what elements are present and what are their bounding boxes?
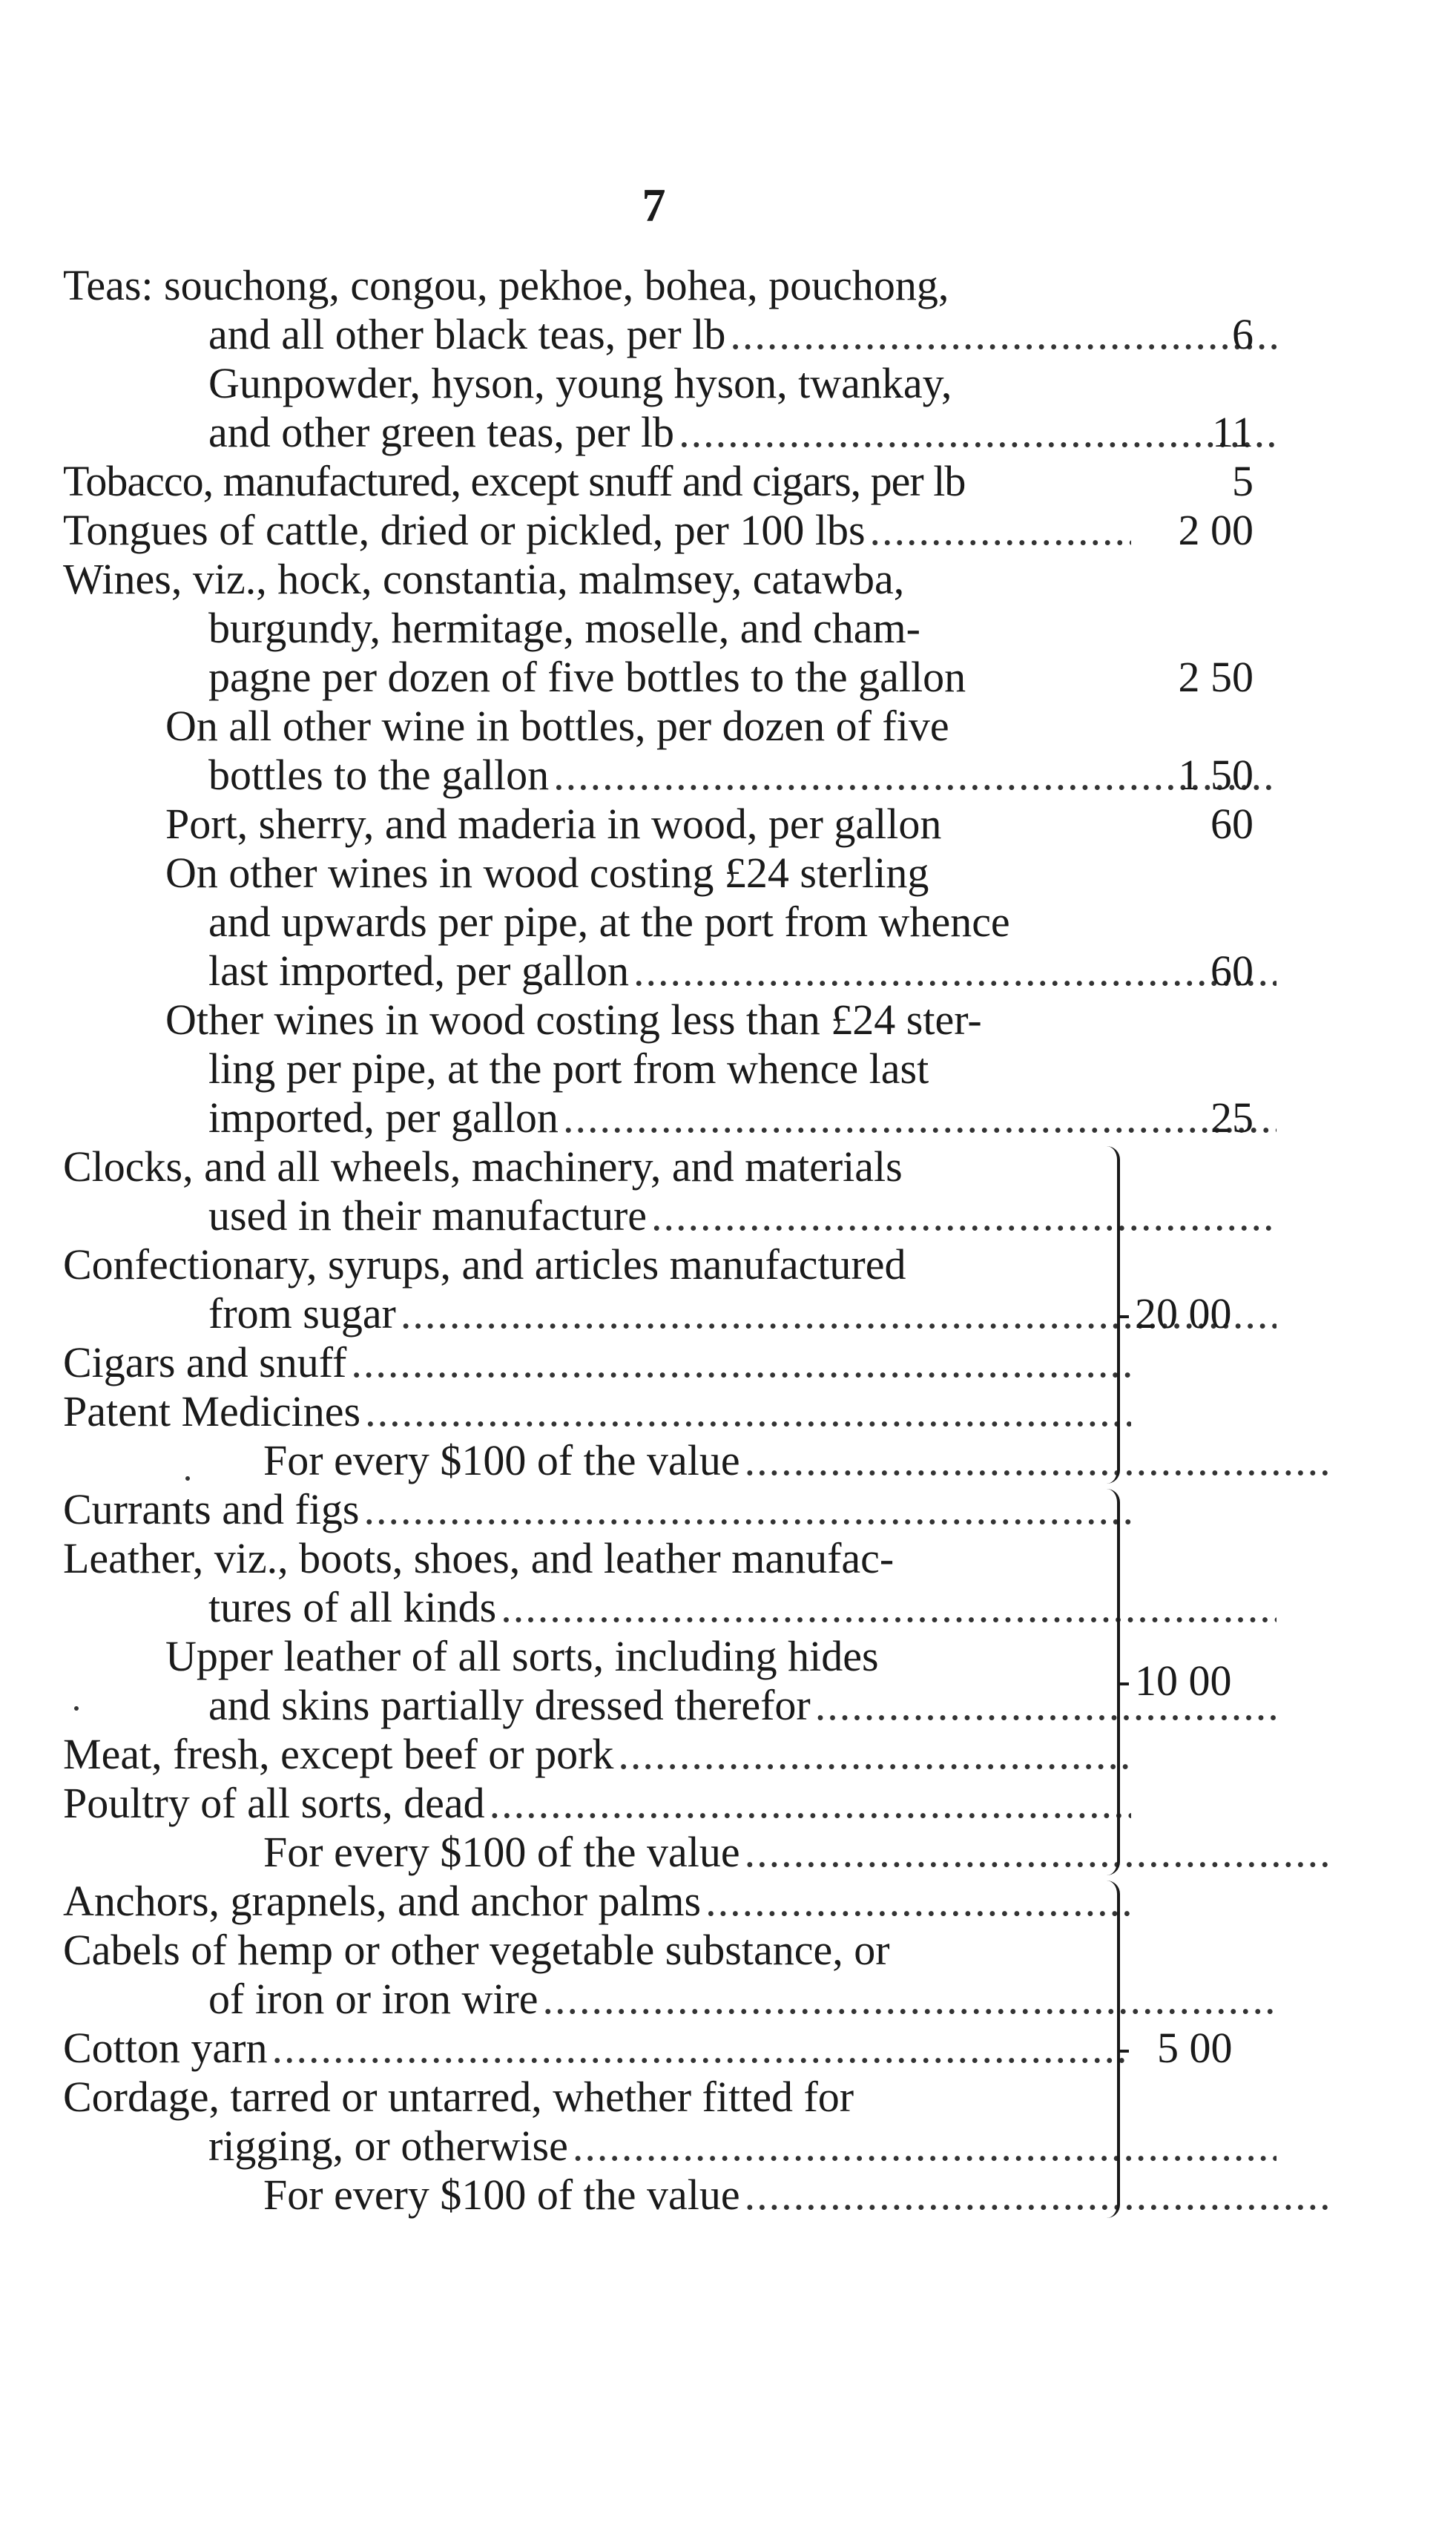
dot-leader <box>573 2122 1277 2171</box>
line-text: Cigars and snuff <box>63 1338 347 1386</box>
rate-amount: 1 50 <box>1178 751 1254 799</box>
schedule-line <box>63 457 1131 506</box>
schedule-line <box>63 1534 1131 1583</box>
rate-amount: 6 <box>1232 310 1254 358</box>
line-text: Confectionary, syrups, and articles manufactured <box>63 1240 906 1289</box>
schedule-line <box>63 898 1277 947</box>
schedule-line <box>63 1191 1277 1240</box>
dot-leader <box>543 1975 1277 2024</box>
schedule-line <box>63 702 1233 751</box>
line-text: For every $100 of the value <box>263 1436 740 1484</box>
line-text: Anchors, grapnels, and anchor palms <box>63 1877 702 1925</box>
line-text: tures of all kinds <box>208 1583 497 1631</box>
line-text: Wines, viz., hock, constantia, malmsey, catawba, <box>63 555 905 603</box>
line-text: Teas: souchong, congou, pekhoe, bohea, pouchong, <box>63 261 949 309</box>
line-text: imported, per gallon <box>208 1093 559 1142</box>
line-text: used in their manufacture <box>208 1191 648 1240</box>
dot-leader <box>351 1338 1131 1387</box>
schedule-line <box>63 555 1131 604</box>
dot-leader <box>745 1436 1331 1485</box>
rate-amount: 2 50 <box>1178 653 1254 701</box>
schedule-line <box>63 1485 1131 1534</box>
line-text: Cabels of hemp or other vegetable substance, or <box>63 1926 890 1974</box>
line-text: and skins partially dressed therefor <box>208 1681 811 1729</box>
line-text: pagne per dozen of five bottles to the gallon <box>208 653 966 701</box>
page-number: 7 <box>642 179 666 231</box>
line-text: Currants and figs <box>63 1485 360 1533</box>
schedule-line <box>63 1681 1277 1730</box>
schedule-line <box>63 1338 1131 1387</box>
dot-leader <box>651 1191 1277 1240</box>
dot-leader <box>490 1779 1131 1828</box>
schedule-line <box>63 1926 1131 1975</box>
line-text: Cotton yarn <box>63 2024 268 2072</box>
line-text: Tongues of cattle, dried or pickled, per 100 lbs <box>63 506 866 554</box>
line-text: Meat, fresh, except beef or pork <box>63 1730 614 1778</box>
rate-amount: 11 <box>1212 408 1254 456</box>
line-text: Clocks, and all wheels, machinery, and materials <box>63 1142 903 1191</box>
schedule-line <box>63 261 1131 310</box>
schedule-line <box>63 2122 1277 2171</box>
line-text: of iron or iron wire <box>208 1975 538 2023</box>
schedule-line <box>63 800 1233 849</box>
line-text: Patent Medicines <box>63 1387 361 1435</box>
line-text: ling per pipe, at the port from whence last <box>208 1044 929 1093</box>
line-text: Upper leather of all sorts, including hides <box>165 1632 879 1680</box>
schedule-line <box>63 2171 1331 2220</box>
schedule-line <box>63 1730 1131 1779</box>
line-text: bottles to the gallon <box>208 751 550 799</box>
group-brace <box>1098 1881 1120 2218</box>
ink-speck <box>185 1476 190 1481</box>
schedule-line <box>63 359 1277 408</box>
line-text: Poultry of all sorts, dead <box>63 1779 485 1827</box>
dot-leader <box>364 1485 1132 1534</box>
schedule-line <box>63 2024 1131 2073</box>
dot-leader <box>745 1828 1331 1877</box>
dot-leader <box>501 1583 1277 1632</box>
line-text: Cordage, tarred or untarred, whether fitted for <box>63 2073 854 2121</box>
schedule-line <box>63 1828 1331 1877</box>
rate-amount: 2 00 <box>1178 506 1254 554</box>
schedule-line <box>63 1583 1277 1632</box>
line-text: Other wines in wood costing less than £24 ster- <box>165 996 982 1044</box>
group-rate-amount: 20 00 <box>1135 1289 1232 1338</box>
schedule-line <box>63 1240 1131 1289</box>
rate-amount: 60 <box>1210 800 1254 848</box>
schedule-line <box>63 506 1131 555</box>
group-rate-amount: 10 00 <box>1135 1656 1232 1705</box>
dot-leader <box>365 1387 1131 1436</box>
dot-leader <box>271 2024 1131 2073</box>
schedule-line <box>63 1044 1277 1093</box>
dot-leader <box>745 2171 1331 2220</box>
schedule-line <box>63 1289 1277 1338</box>
group-rate-amount: 5 00 <box>1157 2024 1233 2072</box>
schedule-line <box>63 996 1233 1044</box>
line-text: On all other wine in bottles, per dozen of five <box>165 702 949 750</box>
dot-leader <box>618 1730 1131 1779</box>
line-text: For every $100 of the value <box>263 1828 740 1876</box>
line-text: On other wines in wood costing £24 sterling <box>165 849 929 897</box>
schedule-line <box>63 2073 1131 2122</box>
line-text: and all other black teas, per lb <box>208 310 726 358</box>
schedule-line <box>63 849 1233 898</box>
line-text: Tobacco, manufactured, except snuff and cigars, per lb <box>63 457 966 505</box>
line-text: and other green teas, per lb <box>208 408 675 456</box>
schedule-line <box>63 1436 1331 1485</box>
schedule-line <box>63 1632 1233 1681</box>
schedule-line <box>63 1387 1131 1436</box>
dot-leader <box>705 1877 1131 1926</box>
schedule-line <box>63 1975 1277 2024</box>
schedule-line <box>63 1779 1131 1828</box>
schedule-line <box>63 1877 1131 1926</box>
line-text: from sugar <box>208 1289 396 1338</box>
group-brace <box>1098 1489 1120 1875</box>
schedule-line <box>63 1142 1131 1191</box>
line-text: Leather, viz., boots, shoes, and leather manufac- <box>63 1534 895 1582</box>
line-text: Port, sherry, and maderia in wood, per gallon <box>165 800 942 848</box>
rate-amount: 25 <box>1210 1093 1254 1142</box>
schedule-line <box>63 604 1277 653</box>
line-text: last imported, per gallon <box>208 947 629 995</box>
line-text: rigging, or otherwise <box>208 2122 568 2170</box>
line-text: For every $100 of the value <box>263 2171 740 2219</box>
rate-amount: 60 <box>1210 947 1254 995</box>
line-text: burgundy, hermitage, moselle, and cham- <box>208 604 920 652</box>
rate-amount: 5 <box>1232 457 1254 505</box>
line-text: and upwards per pipe, at the port from whence <box>208 898 1010 946</box>
line-text: Gunpowder, hyson, young hyson, twankay, <box>208 359 952 407</box>
group-brace <box>1098 1146 1120 1484</box>
ink-speck <box>74 1706 79 1711</box>
